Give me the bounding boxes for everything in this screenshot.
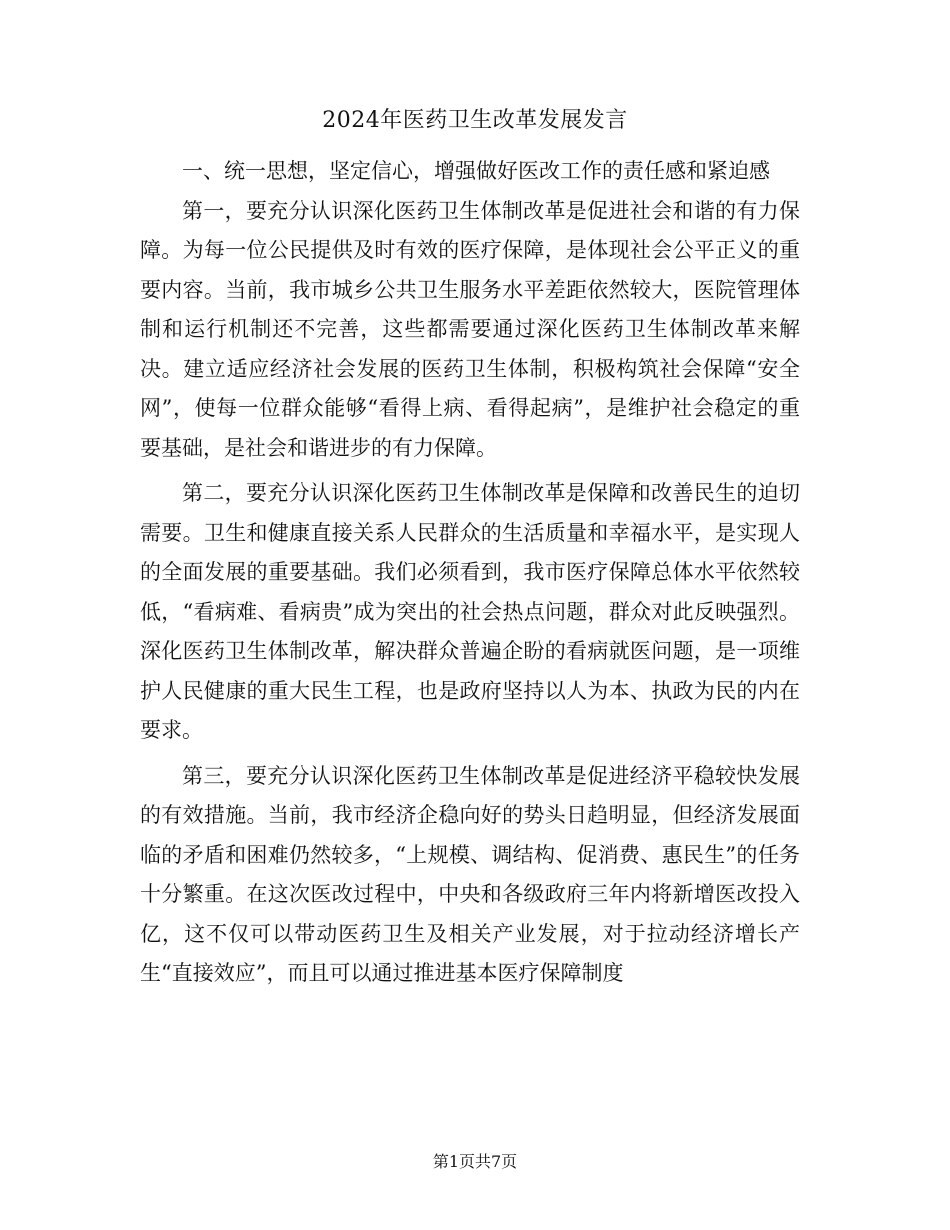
paragraph-first: 第一，要充分认识深化医药卫生体制改革是促进社会和谐的有力保障。为每一位公民提供及时有效的医疗保障，是体现社会公平正义的重要内容。当前，我市城乡公共卫生服务水平差距依然较大，医院管理体制和运行机制还不完善，这些都需要通过深化医药卫生体制改革来解决。建立适应经济社会发展的医药卫生体制，积极构筑社会保障“安全网”，使每一位群众能够“看得上病、看得起病”，是维护社会稳定的重要基础，是社会和谐进步的有力保障。 <box>140 198 800 460</box>
section-heading: 一、统一思想，坚定信心，增强做好医改工作的责任感和紧迫感 <box>182 159 770 183</box>
paragraph-second: 第二，要充分认识深化医药卫生体制改革是保障和改善民生的迫切需要。卫生和健康直接关系人民群众的生活质量和幸福水平，是实现人的全面发展的重要基础。我们必须看到，我市医疗保障总体水平依然较低，“看病难、看病贵”成为突出的社会热点问题，群众对此反映强烈。深化医药卫生体制改革，解决群众普遍企盼的看病就医问题，是一项维护人民健康的重大民生工程，也是政府坚持以人为本、执政为民的内在要求。 <box>140 481 800 742</box>
paragraph-third: 第三，要充分认识深化医药卫生体制改革是促进经济平稳较快发展的有效措施。当前，我市经济企稳向好的势头日趋明显，但经济发展面临的矛盾和困难仍然较多，“上规模、调结构、促消费、惠民生”的任务十分繁重。在这次医改过程中，中央和各级政府三年内将新增医改投入亿，这不仅可以带动医药卫生及相关产业发展，对于拉动经济增长产生“直接效应”，而且可以通过推进基本医疗保障制度 <box>140 763 800 985</box>
document-body <box>140 152 800 994</box>
page-title: 2024年医药卫生改革发展发言 <box>322 108 628 133</box>
page-number-footer: 第1页共7页 <box>432 1152 518 1171</box>
